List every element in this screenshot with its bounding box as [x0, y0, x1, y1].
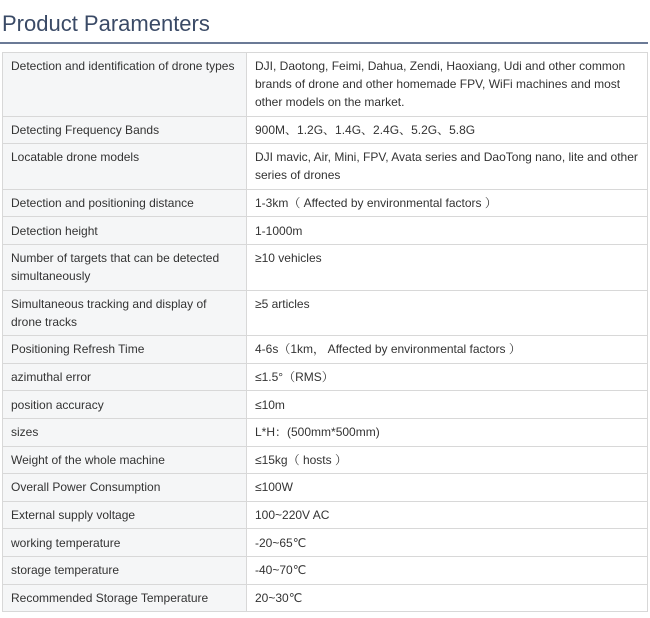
- table-row: [3, 418, 648, 446]
- page-title: Product Paramenters: [2, 11, 210, 36]
- param-value: 900M、1.2G、1.4G、2.4G、5.2G、5.8G: [247, 116, 648, 144]
- table-row: [3, 336, 648, 364]
- param-value: DJI mavic, Air, Mini, FPV, Avata series and DaoTong nano, lite and other series of drones: [247, 144, 648, 190]
- param-label: position accuracy: [3, 391, 247, 419]
- param-label: External supply voltage: [3, 501, 247, 529]
- param-label: sizes: [3, 418, 247, 446]
- param-value: ≤1.5°（RMS）: [247, 363, 648, 391]
- param-label: Overall Power Consumption: [3, 474, 247, 502]
- param-value: -40~70℃: [247, 556, 648, 584]
- table-row: [3, 290, 648, 336]
- table-row: [3, 474, 648, 502]
- parameters-table: [2, 52, 648, 612]
- table-row: [3, 116, 648, 144]
- param-value: ≤10m: [247, 391, 648, 419]
- param-label: azimuthal error: [3, 363, 247, 391]
- param-value: L*H：(500mm*500mm): [247, 418, 648, 446]
- table-row: [3, 363, 648, 391]
- table-row: [3, 391, 648, 419]
- param-label: storage temperature: [3, 556, 247, 584]
- table-row: [3, 529, 648, 557]
- table-row: [3, 244, 648, 290]
- param-value: DJI, Daotong, Feimi, Dahua, Zendi, Haoxiang, Udi and other common brands of drone and other homemade FPV, WiFi machines and most other models on the market.: [247, 53, 648, 117]
- param-value: -20~65℃: [247, 529, 648, 557]
- param-value: ≥5 articles: [247, 290, 648, 336]
- table-row: [3, 556, 648, 584]
- param-label: Locatable drone models: [3, 144, 247, 190]
- table-row: [3, 217, 648, 245]
- param-value: ≥10 vehicles: [247, 244, 648, 290]
- param-value: 100~220V AC: [247, 501, 648, 529]
- param-label: Weight of the whole machine: [3, 446, 247, 474]
- parameters-table-body: [3, 53, 648, 612]
- param-label: Simultaneous tracking and display of drone tracks: [3, 290, 247, 336]
- param-value: 4-6s（1km， Affected by environmental factors ）: [247, 336, 648, 364]
- table-row: [3, 501, 648, 529]
- param-value: 1-3km（ Affected by environmental factors ）: [247, 189, 648, 217]
- param-value: 20~30℃: [247, 584, 648, 612]
- table-row: [3, 53, 648, 117]
- param-value: ≤100W: [247, 474, 648, 502]
- param-label: Detection and positioning distance: [3, 189, 247, 217]
- param-value: ≤15kg（ hosts ）: [247, 446, 648, 474]
- param-label: Positioning Refresh Time: [3, 336, 247, 364]
- table-row: [3, 584, 648, 612]
- param-label: Detecting Frequency Bands: [3, 116, 247, 144]
- table-row: [3, 144, 648, 190]
- table-row: [3, 189, 648, 217]
- param-label: Detection height: [3, 217, 247, 245]
- param-label: Recommended Storage Temperature: [3, 584, 247, 612]
- param-value: 1-1000m: [247, 217, 648, 245]
- param-label: Detection and identification of drone types: [3, 53, 247, 117]
- param-label: working temperature: [3, 529, 247, 557]
- table-row: [3, 446, 648, 474]
- param-label: Number of targets that can be detected simultaneously: [3, 244, 247, 290]
